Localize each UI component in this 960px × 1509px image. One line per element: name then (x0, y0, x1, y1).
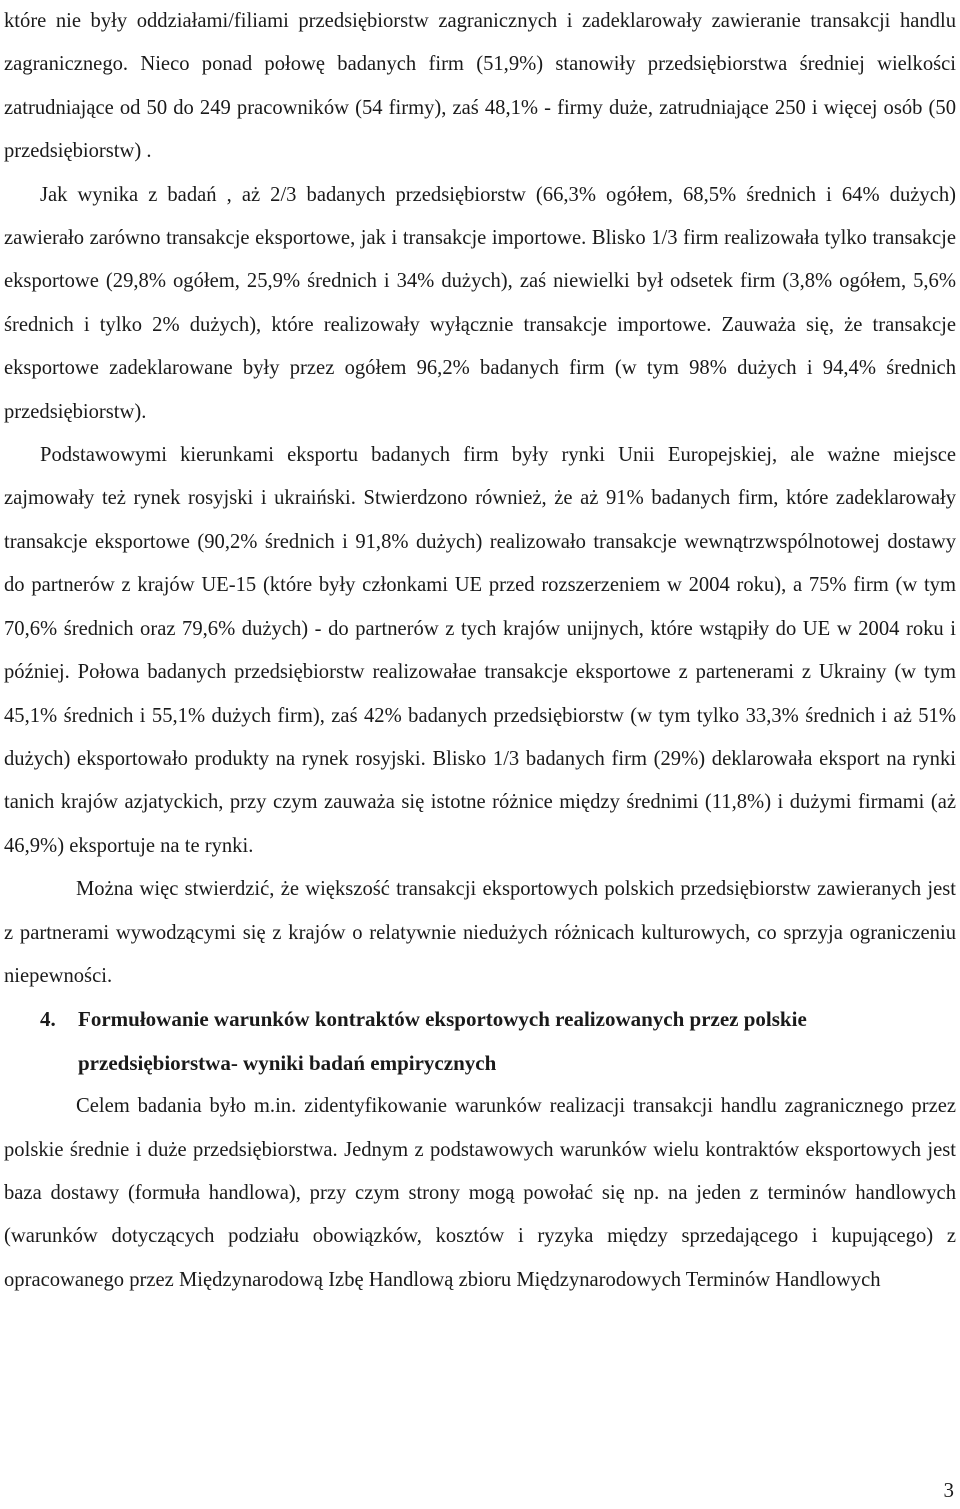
paragraph-conclusion: Można więc stwierdzić, że większość transakcji eksportowych polskich przedsiębiorstw zawieranych jest z partnerami wywodzącymi się z krajów o relatywnie niedużych różnicach kulturowych, co sprzyja ograniczeniu niepewności. (4, 878, 956, 987)
section-title: Formułowanie warunków kontraktów eksportowych realizowanych przez polskie przedsiębiorstwa- wyniki badań empirycznych (78, 1007, 807, 1075)
paragraph-export-directions: Podstawowymi kierunkami eksportu badanych firm były rynki Unii Europejskiej, ale ważne miejsce zajmowały też rynek rosyjski i ukraiński. Stwierdzono również, że aż 91% badanych firm, które zadeklarowały transakcje eksportowe (90,2% średnich i 91,8% dużych) realizowało transakcje wewnątrzwspólnotowej dostawy do partnerów z krajów UE-15 (które były członkami UE przed rozszerzeniem w 2004 roku), a 75% firm (w tym 70,6% średnich oraz 79,6% dużych) - do partnerów z tych krajów unijnych, które wstąpiły do UE w 2004 roku i później. Połowa badanych przedsiębiorstw realizowałae transakcje eksportowe z partenerami z Ukrainy (w tym 45,1% średnich i 55,1% dużych firm), zaś 42% badanych przedsiębiorstw (w tym tylko 33,3% średnich i aż 51% dużych) eksportowało produkty na rynek rosyjski. Blisko 1/3 badanych firm (29%) deklarowała eksport na rynki tanich krajów azjatyckich, przy czym zauważa się istotne różnice między średnimi (11,8%) i dużymi firmami (aż 46,9%) eksportuje na te rynki. (4, 444, 956, 857)
paragraph-research-aim: Celem badania było m.in. zidentyfikowanie warunków realizacji transakcji handlu zagranicznego przez polskie średnie i duże przedsiębiorstwa. Jednym z podstawowych warunków wielu kontraktów eksportowych jest baza dostawy (formuła handlowa), przy czym strony mogą powołać się np. na jeden z terminów handlowych (warunków dotyczących podziału obowiązków, kosztów i ryzyka między sprzedającego i kupującego) z opracowanego przez Międzynarodową Izbę Handlową zbioru Międzynarodowych Terminów Handlowych (4, 1095, 956, 1291)
paragraph-company-sample: które nie były oddziałami/filiami przedsiębiorstw zagranicznych i zadeklarowały zawieranie transakcji handlu zagranicznego. Nieco ponad połowę badanych firm (51,9%) stanowiły przedsiębiorstwa średniej wielkości zatrudniające od 50 do 249 pracowników (54 firmy), zaś 48,1% - firmy duże, zatrudniające 250 i więcej osób (50 przedsiębiorstw) . (4, 10, 956, 163)
paragraph-transaction-types: Jak wynika z badań , aż 2/3 badanych przedsiębiorstw (66,3% ogółem, 68,5% średnich i 64% dużych) zawierało zarówno transakcje eksportowe, jak i transakcje importowe. Blisko 1/3 firm realizowała tylko transakcje eksportowe (29,8% ogółem, 25,9% średnich i 34% dużych), zaś niewielki był odsetek firm (3,8% ogółem, 5,6% średnich i tylko 2% dużych), które realizowały wyłącznie transakcje importowe. Zauważa się, że transakcje eksportowe zadeklarowane były przez ogółem 96,2% badanych firm (w tym 98% dużych i 94,4% średnich przedsiębiorstw). (4, 183, 956, 423)
section-number: 4. (40, 1007, 56, 1032)
section-heading (4, 998, 956, 1085)
page-number: 3 (943, 1478, 954, 1502)
document-page (4, 0, 956, 1302)
